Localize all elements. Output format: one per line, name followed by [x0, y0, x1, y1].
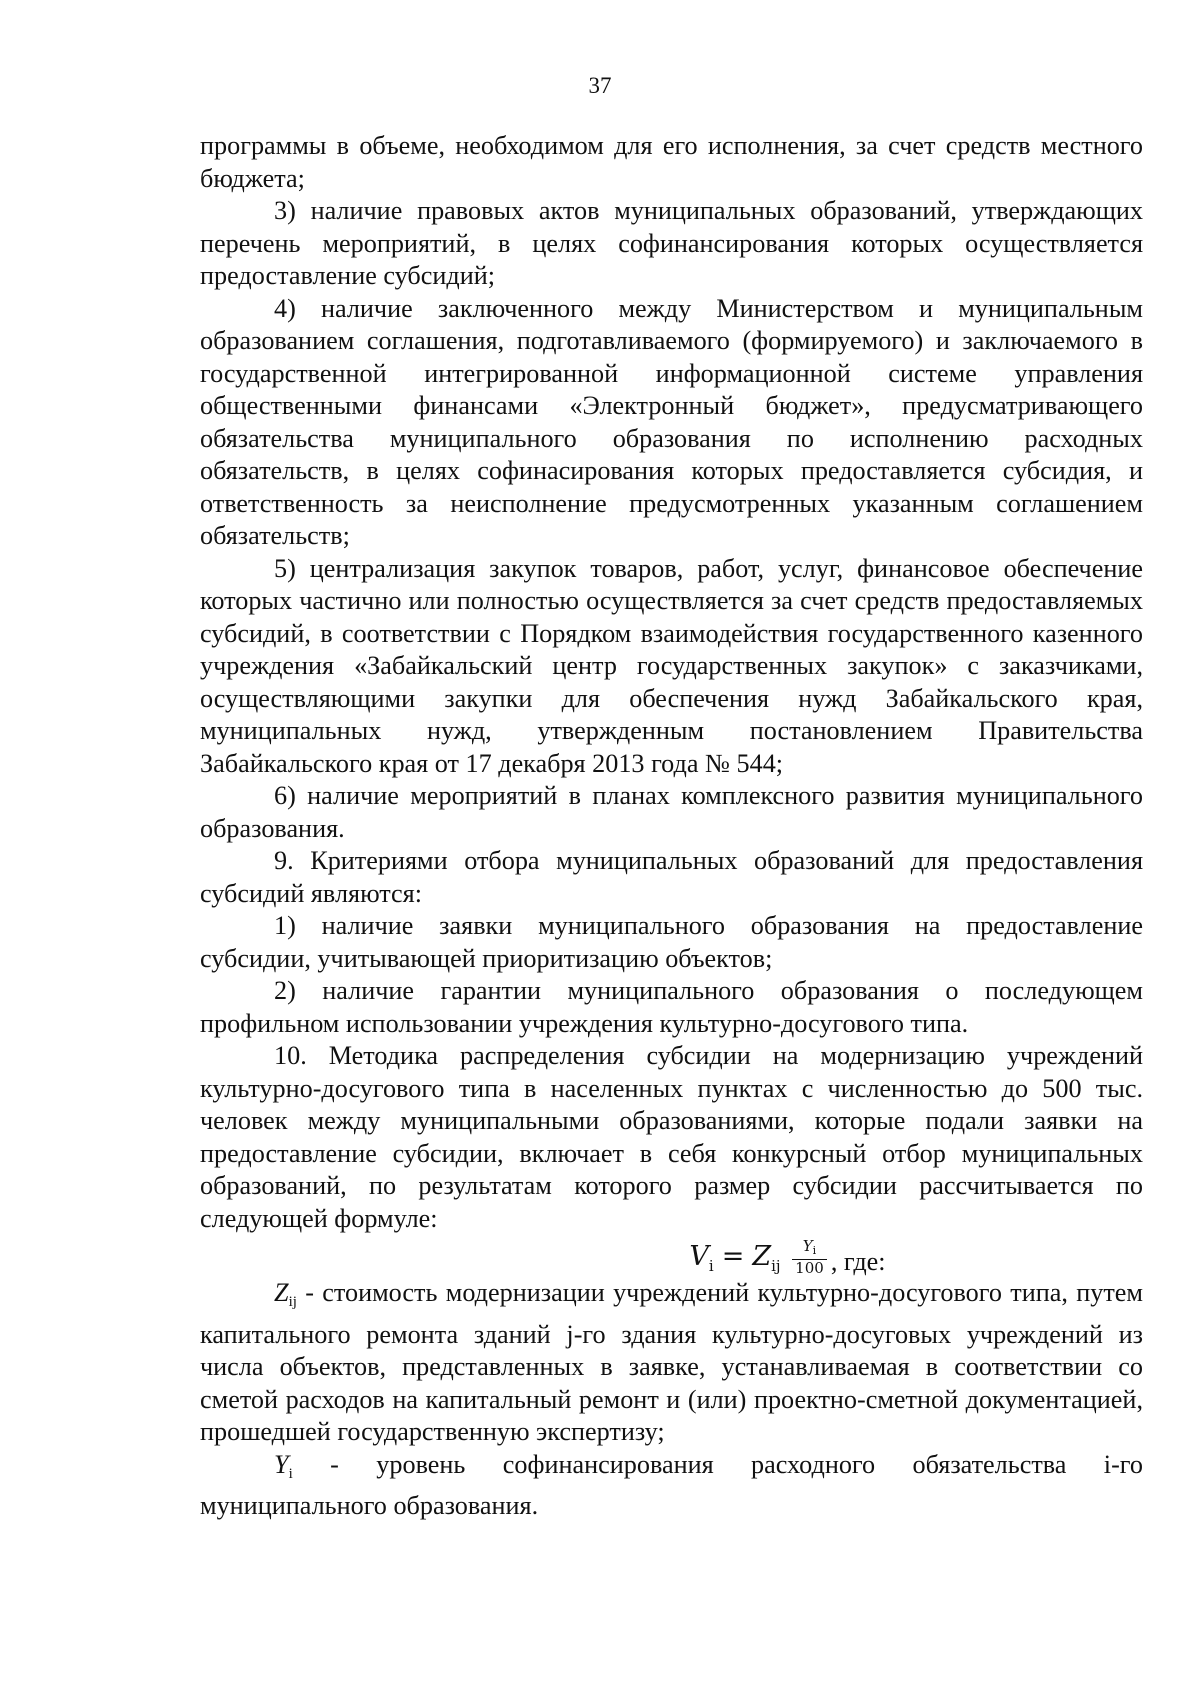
- paragraph-item-5: 5) централизация закупок товаров, работ, услуг, финансовое обеспечение которых частично или полностью осуществляется за счет средств предоставляемых субсидий, в соответствии с Порядком взаимодействия государственного казенного учреждения «Забайкальский центр государственных закупок» с заказчиками, осуществляющими закупки для обеспечения нужд Забайкальского края, муниципальных нужд, утвержденным постановлением Правительства Забайкальского края от 17 декабря 2013 года № 544;: [200, 553, 1143, 778]
- definition-y-letter: Y: [274, 1449, 289, 1479]
- formula-lhs-symbol: V: [689, 1241, 709, 1272]
- formula-tail: , где:: [830, 1246, 886, 1276]
- paragraph-continuation: программы в объеме, необходимом для его исполнения, за счет средств местного бюджета;: [200, 131, 1143, 193]
- definition-z-text: - стоимость модернизации учреждений культурно-досугового типа, путем капитального ремонта зданий j-го здания культурно-досуговых учреждений из числа объектов, представленных в заявке, устанавливаемая в соответствии со сметой расходов на капитальный ремонт и (или) проектно-сметной документацией, прошедшей государственную экспертизу;: [200, 1278, 1143, 1446]
- definition-z-symbol: [274, 1278, 297, 1310]
- formula-lhs-sub: i: [708, 1257, 714, 1275]
- formula-numerator-symbol: Y: [802, 1237, 813, 1255]
- formula-z-symbol: Z: [752, 1241, 772, 1272]
- paragraph-section-10: 10. Методика распределения субсидии на модернизацию учреждений культурно-досугового типа в населенных пунктах с численностью до 500 тыс. человек между муниципальными образованиями, которые подали заявки на предоставление субсидии, включает в себя конкурсный отбор муниципальных образований, по результатам которого размер субсидии рассчитывается по следующей формуле:: [200, 1041, 1143, 1233]
- paragraph-item-4: 4) наличие заключенного между Министерством и муниципальным образованием соглашения, подготавливаемого (формируемого) и заключаемого в государственной интегрированной информационной системе управления общественными финансами «Электронный бюджет», предусматривающего обязательства муниципального образования по исполнению расходных обязательств, в целях софинасирования которых предоставляется субсидия, и ответственность за неисполнение предусмотренных указанным соглашением обязательств;: [200, 293, 1143, 550]
- paragraph-criterion-2: 2) наличие гарантии муниципального образования о последующем профильном использовании учреждения культурно-досугового типа.: [200, 976, 1143, 1038]
- formula-z-sub: ij: [771, 1257, 781, 1275]
- definition-z-sub: ij: [288, 1294, 297, 1310]
- definition-z-letter: Z: [274, 1278, 289, 1307]
- document-body: [200, 130, 1143, 1523]
- page-number: 37: [588, 73, 612, 98]
- definition-y-sub: i: [288, 1465, 293, 1482]
- formula-denominator: 100: [795, 1259, 824, 1277]
- formula-line: [200, 1237, 1143, 1277]
- formula-numerator-sub: i: [812, 1244, 817, 1257]
- formula-fraction: [792, 1238, 827, 1277]
- formula-equals: =: [721, 1241, 745, 1272]
- paragraph-section-9: 9. Критериями отбора муниципальных образований для предоставления субсидий являются:: [200, 846, 1143, 908]
- paragraph-criterion-1: 1) наличие заявки муниципального образования на предоставление субсидии, учитывающей приоритизацию объектов;: [200, 911, 1143, 973]
- definition-y-symbol: [274, 1449, 293, 1482]
- formula-numerator: [792, 1238, 827, 1260]
- definition-y: [200, 1449, 1143, 1523]
- definition-y-text: - уровень софинансирования расходного обязательства i-го муниципального образования.: [200, 1449, 1143, 1520]
- definition-z: [200, 1277, 1143, 1449]
- paragraph-item-6: 6) наличие мероприятий в планах комплексного развития муниципального образования.: [200, 781, 1143, 843]
- paragraph-item-3: 3) наличие правовых актов муниципальных образований, утверждающих перечень мероприятий, в целях софинансирования которых осуществляется предоставление субсидий;: [200, 196, 1143, 290]
